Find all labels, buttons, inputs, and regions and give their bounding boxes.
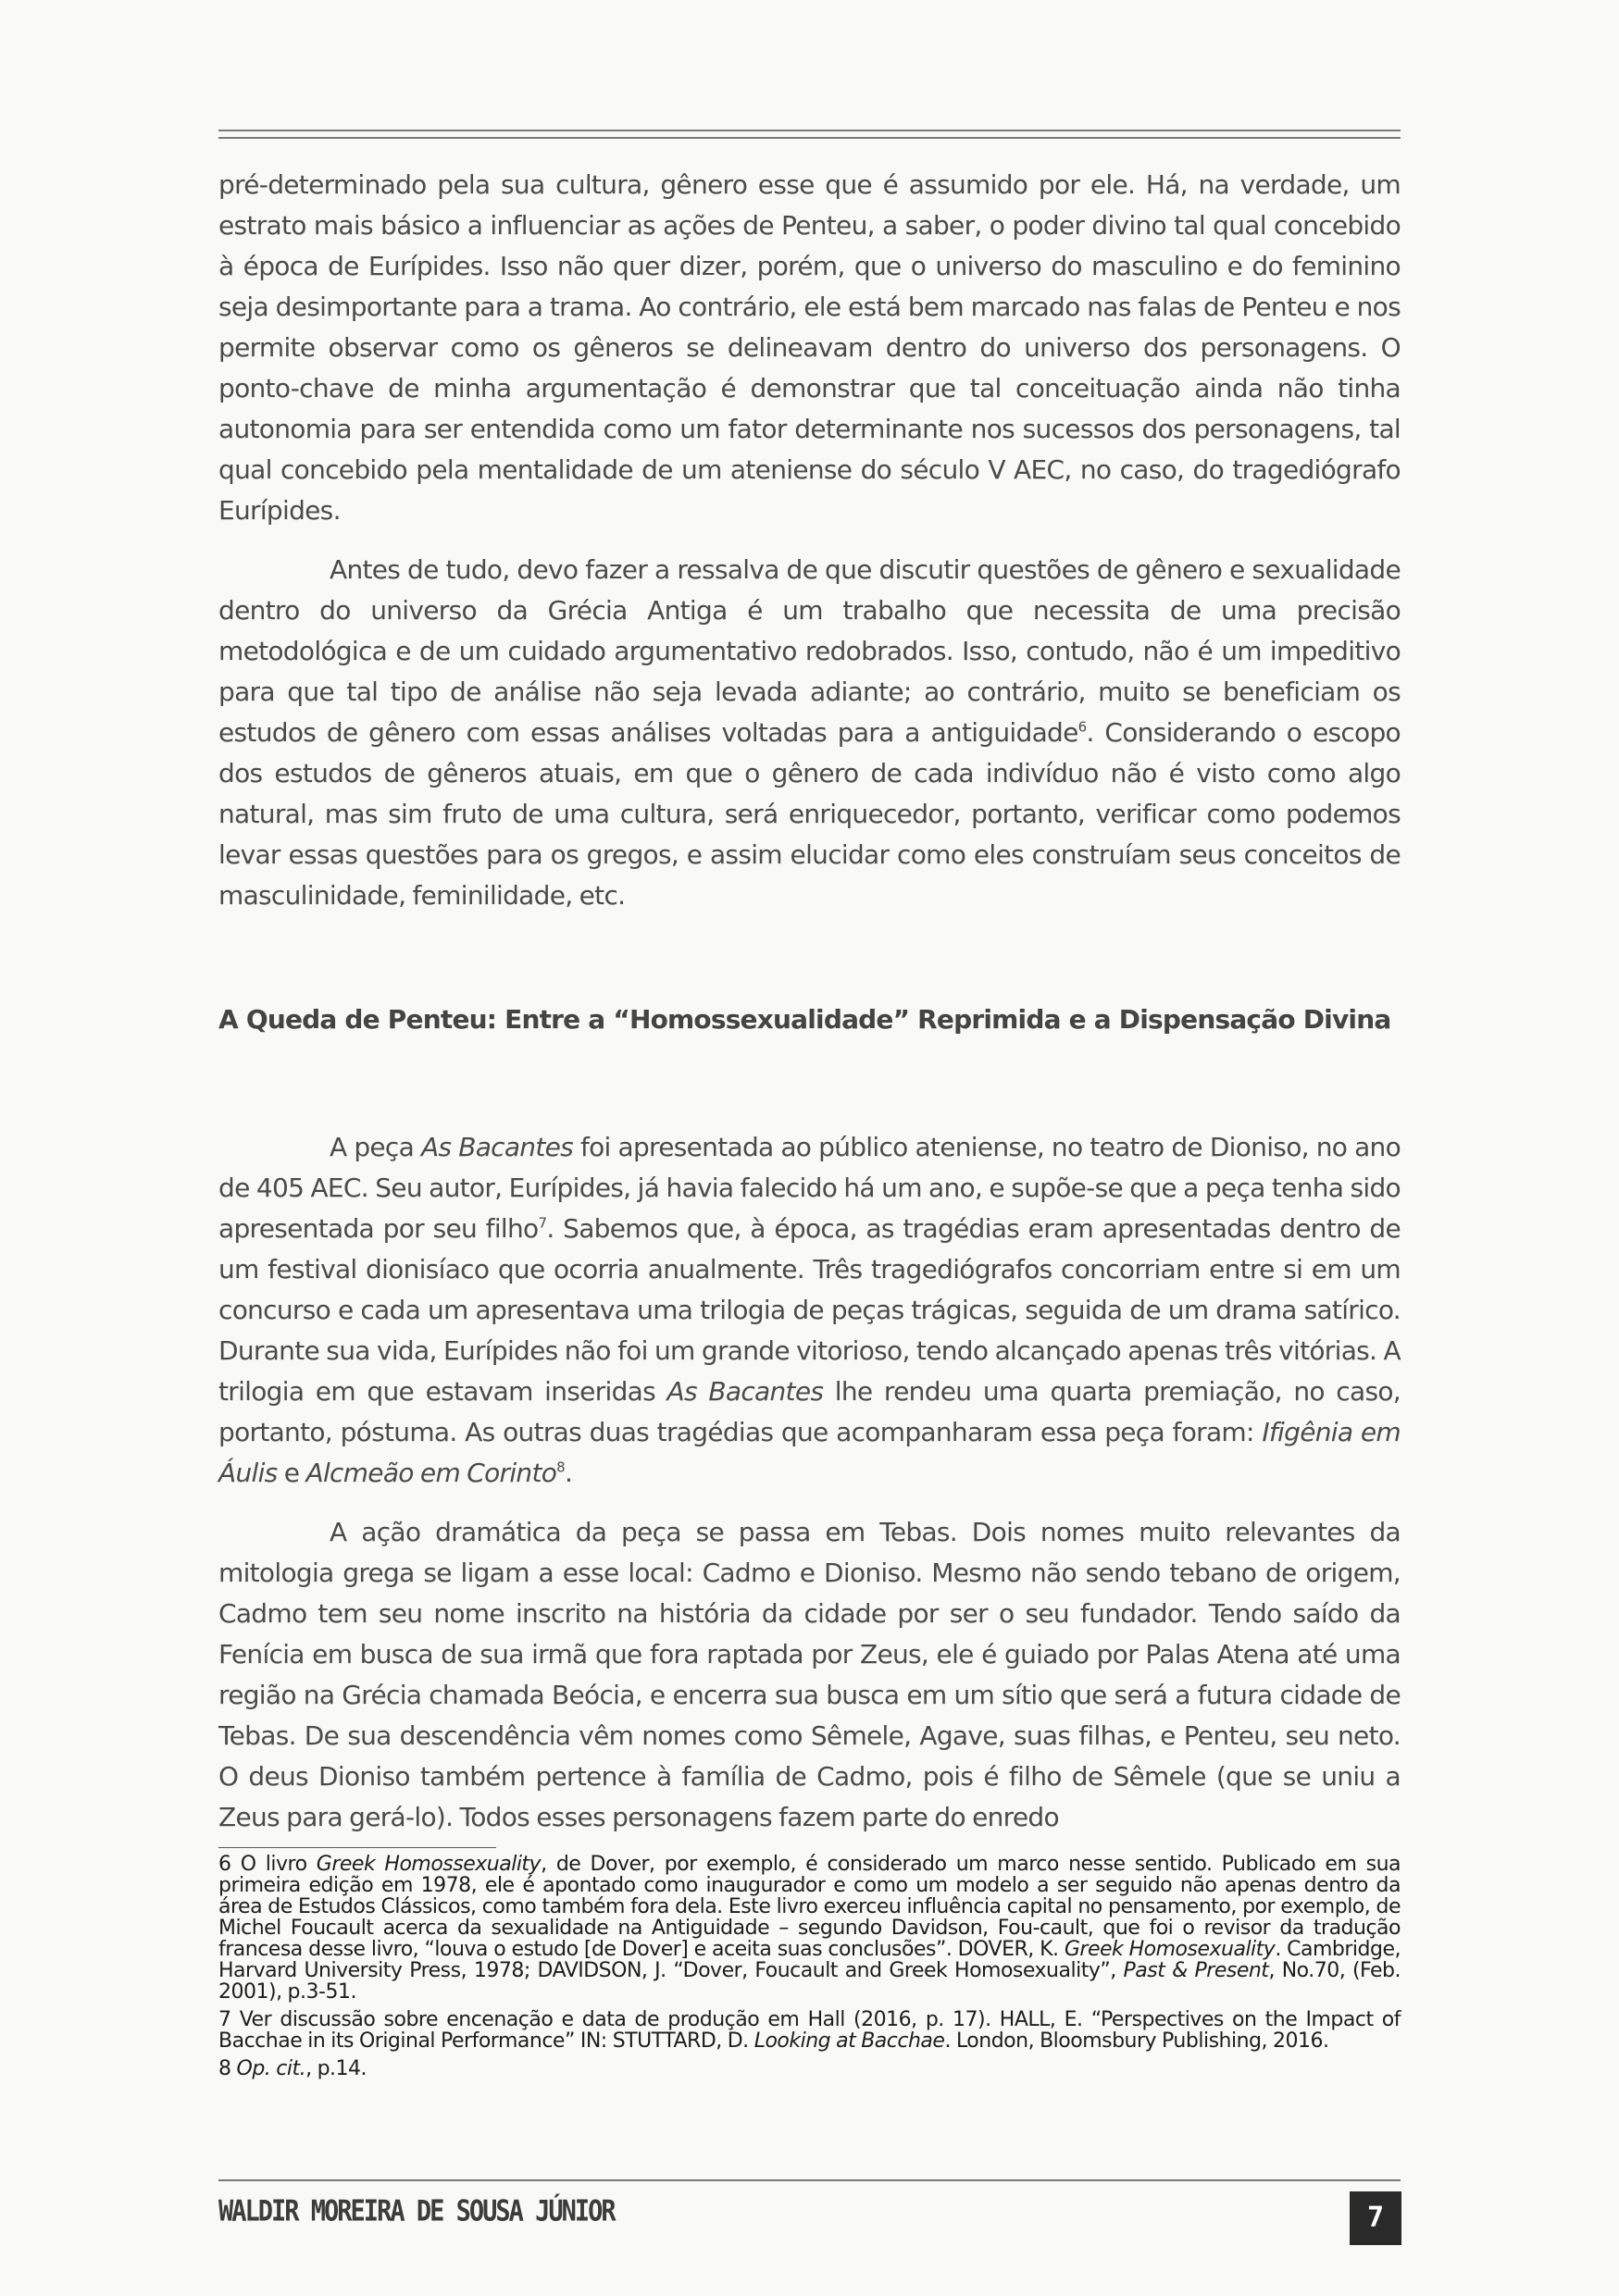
footnote-6: 6 O livro Greek Homossexuality, de Dover, por exemplo, é considerado um marco nesse sentido. Publicado em sua primeira edição em 1978, ele é apontado como inaugurador e como um modelo a ser seguido não apenas dentro da área de Estudos Clássicos, como também fora dela. Este livro exerceu influência capital no pensamento, por exemplo, de Michel Foucault acerca da sexualidade na Antiguidade – segundo Davidson, Fou-cault, que foi o revisor da tradução francesa desse livro, “louva o estudo [de Dover] e aceita suas conclusões”. DOVER, K. Greek Homosexuality. Cambridge, Harvard University Press, 1978; DAVIDSON, J. “Dover, Foucault and Greek Homosexuality”, Past & Present, No.70, (Feb. 2001), p.3-51. [218, 1853, 1401, 2004]
footnote-ref-8[interactable]: 8 [556, 1458, 565, 1476]
footer-author: WALDIR MOREIRA DE SOUSA JÚNIOR [218, 2195, 615, 2228]
body-text [218, 165, 1401, 1838]
paragraph-2: Antes de tudo, devo fazer a ressalva de que discutir questões de gênero e sexualidade dentro do universo da Grécia Antiga é um trabalho que necessita de uma precisão metodológica e de um cuidado argumentativo redobrados. Isso, contudo, não é um impeditivo para que tal tipo de análise não seja levada adiante; ao contrário, muito se beneficiam os estudos de gênero com essas análises voltadas para a antiguidade$^6$. Considerando o escopo dos estudos de gêneros atuais, em que o gênero de cada indivíduo não é visto como algo natural, mas sim fruto de uma cultura, será enriquecedor, portanto, verificar como podemos levar essas questões para os gregos, e assim elucidar como eles construíam seus conceitos de masculinidade, feminilidade, etc. [218, 554, 1401, 911]
page-number-badge: 7 [1350, 2191, 1401, 2245]
footnote-separator [218, 1847, 496, 1848]
footer-rule [218, 2179, 1401, 2181]
footnote-ref-6[interactable]: 6 [1077, 718, 1087, 736]
section-title: A Queda de Penteu: Entre a “Homossexualidade” Reprimida e a Dispensação Divina [218, 1004, 1391, 1035]
paragraph-3: A peça As Bacantes foi apresentada ao público ateniense, no teatro de Dioniso, no ano de 405 AEC. Seu autor, Eurípides, já havia falecido há um ano, e supõe-se que a peça tenha sido apresentada por seu filho$^7$. Sabemos que, à época, as tragédias eram apresentadas dentro de um festival dionisíaco que ocorria anualmente. Três tragediógrafos concorriam entre si em um concurso e cada um apresentava uma trilogia de peças trágicas, seguida de um drama satírico. Durante sua vida, Eurípides não foi um grande vitorioso, tendo alcançado apenas três vitórias. A trilogia em que estavam inseridas As Bacantes lhe rendeu uma quarta premiação, no caso, portanto, póstuma. As outras duas tragédias que acompanharam essa peça foram: Ifigênia em Áulis e Alcmeão em Corinto$^8$. [218, 1132, 1401, 1488]
footnote-ref-7[interactable]: 7 [538, 1214, 547, 1232]
header-double-rule [218, 130, 1401, 139]
footnotes [218, 1854, 1401, 2086]
paragraph-1: pré-determinado pela sua cultura, gênero esse que é assumido por ele. Há, na verdade, um estrato mais básico a influenciar as ações de Penteu, a saber, o poder divino tal qual concebido à época de Eurípides. Isso não quer dizer, porém, que o universo do masculino e do feminino seja desimportante para a trama. Ao contrário, ele está bem marcado nas falas de Penteu e nos permite observar como os gêneros se delineavam dentro do universo dos personagens. O ponto-chave de minha argumentação é demonstrar que tal conceituação ainda não tinha autonomia para ser entendida como um fator determinante nos sucessos dos personagens, tal qual concebido pela mentalidade de um ateniense do século V AEC, no caso, do tragediógrafo Eurípides. [218, 169, 1401, 526]
footnote-8: 8 Op. cit., p.14. [218, 2057, 367, 2080]
footnote-7: 7 Ver discussão sobre encenação e data de produção em Hall (2016, p. 17). HALL, E. “Perspectives on the Impact of Bacchae in its Original Performance” IN: STUTTARD, D. Looking at Bacchae. London, Bloomsbury Publishing, 2016. [218, 2008, 1401, 2053]
paragraph-4: A ação dramática da peça se passa em Tebas. Dois nomes muito relevantes da mitologia grega se ligam a esse local: Cadmo e Dioniso. Mesmo não sendo tebano de origem, Cadmo tem seu nome inscrito na história da cidade por ser o seu fundador. Tendo saído da Fenícia em busca de sua irmã que fora raptada por Zeus, ele é guiado por Palas Atena até uma região na Grécia chamada Beócia, e encerra sua busca em um sítio que será a futura cidade de Tebas. De sua descendência vêm nomes como Sêmele, Agave, suas filhas, e Penteu, seu neto. O deus Dioniso também pertence à família de Cadmo, pois é filho de Sêmele (que se uniu a Zeus para gerá-lo). Todos esses personagens fazem parte do enredo [218, 1517, 1401, 1832]
